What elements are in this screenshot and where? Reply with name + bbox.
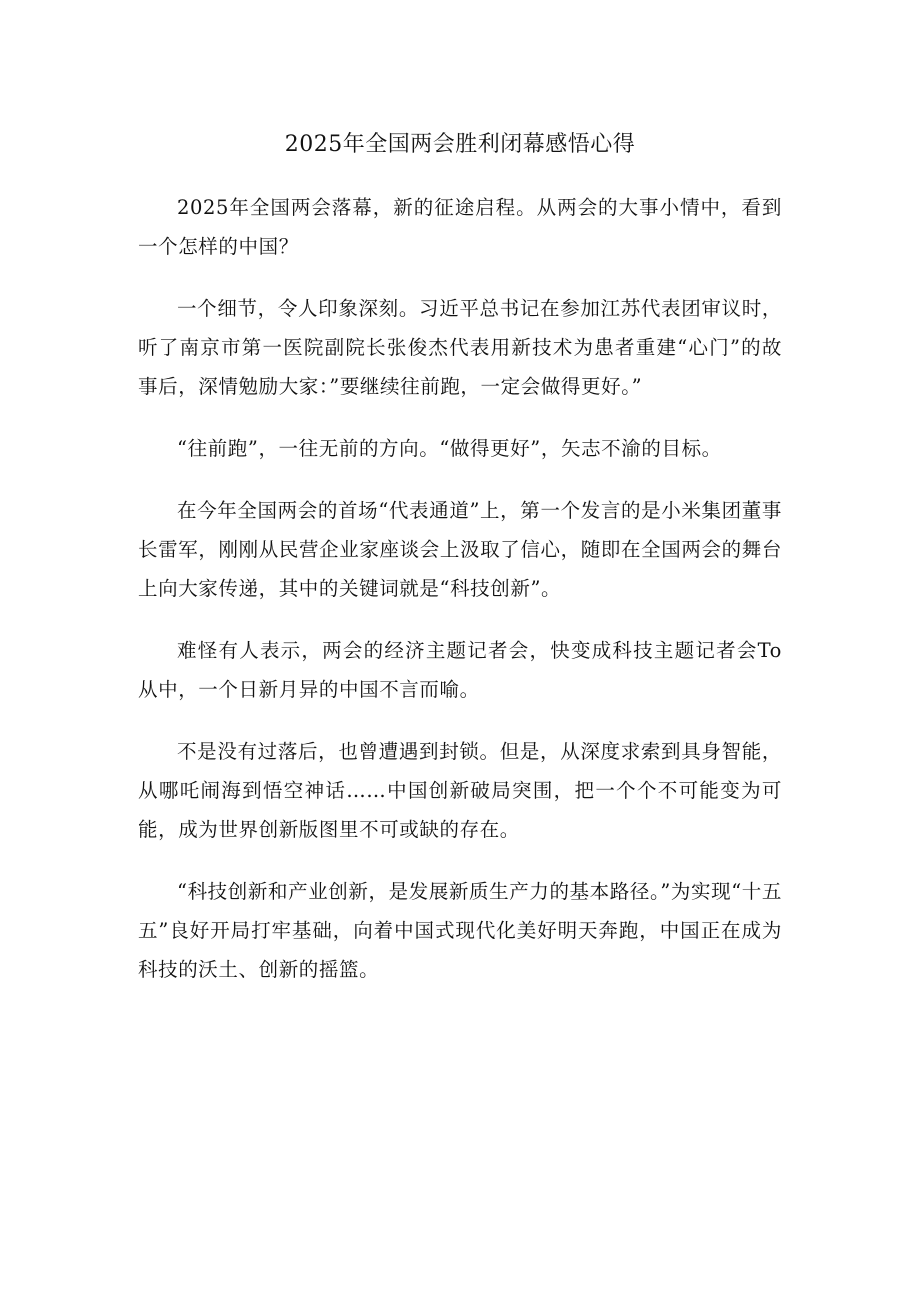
document-title: 2025年全国两会胜利闭幕感悟心得	[284, 132, 636, 157]
paragraph-4: 在今年全国两会的首场“代表通道”上，第一个发言的是小米集团董事长雷军，刚刚从民营企业家座谈会上汲取了信心，随即在全国两会的舞台上向大家传递，其中的关键词就是“科技创新”。	[138, 499, 782, 600]
paragraph-6: 不是没有过落后，也曾遭遇到封锁。但是，从深度求索到具身智能，从哪吒闹海到悟空神话……中国创新破局突围，把一个个不可能变为可能，成为世界创新版图里不可或缺的存在。	[138, 740, 782, 841]
paragraph-2: 一个细节，令人印象深刻。习近平总书记在参加江苏代表团审议时，听了南京市第一医院副院长张俊杰代表用新技术为患者重建“心门”的故事后，深情勉励大家：”要继续往前跑，一定会做得更好。”	[138, 297, 782, 398]
paragraph-7: “科技创新和产业创新，是发展新质生产力的基本路径。”为实现“十五五”良好开局打牢基础，向着中国式现代化美好明天奔跑，中国正在成为科技的沃土、创新的摇篮。	[138, 880, 782, 981]
paragraph-5: 难怪有人表示，两会的经济主题记者会，快变成科技主题记者会To从中，一个日新月异的中国不言而喻。	[138, 639, 782, 701]
paragraph-1: 2025年全国两会落幕，新的征途启程。从两会的大事小情中，看到一个怎样的中国？	[138, 196, 782, 258]
paragraph-3: “往前跑”，一往无前的方向。“做得更好”，矢志不渝的目标。	[177, 437, 722, 460]
